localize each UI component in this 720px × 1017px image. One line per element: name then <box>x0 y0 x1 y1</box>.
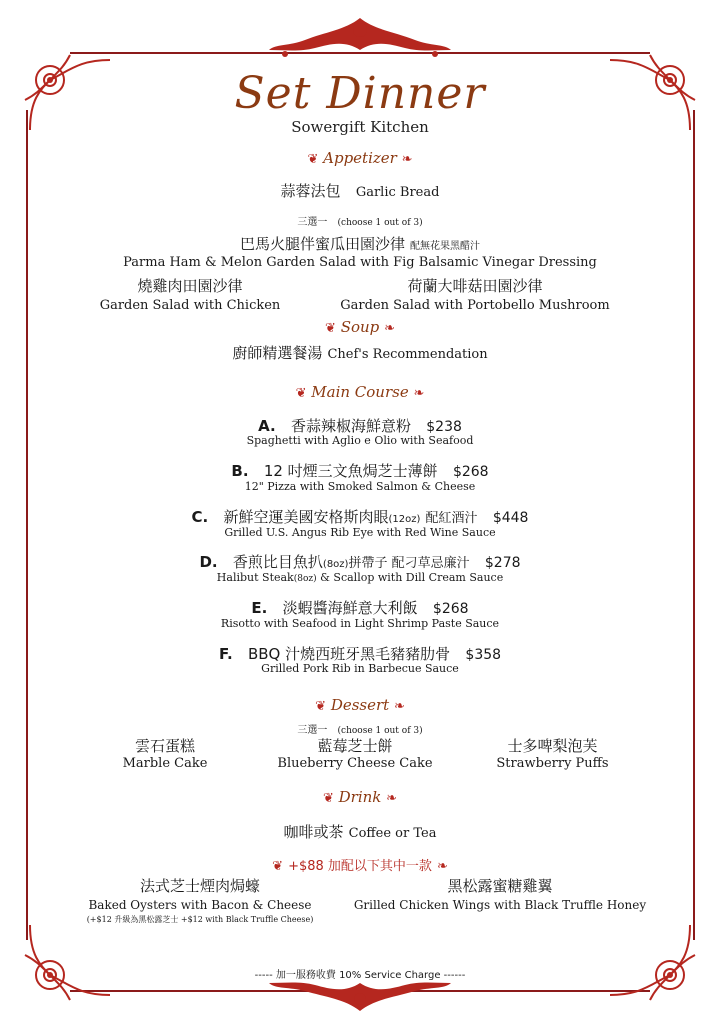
scroll-right-icon: ❧ <box>413 386 425 401</box>
main-item-f-en: Grilled Pork Rib in Barbecue Sauce <box>261 662 459 675</box>
corner-flower-bottom-right-icon <box>600 905 710 1015</box>
main-item-c: C. 新鮮空運美國安格斯肉眼(12oz) 配紅酒汁 $448 <box>191 508 529 526</box>
main-item-d: D. 香煎比目魚扒(8oz)拼帶子 配刁草忌廉汁 $278 <box>199 553 521 571</box>
scroll-right-icon: ❧ <box>393 699 405 714</box>
main-item-c-en: Grilled U.S. Angus Rib Eye with Red Wine Sauce <box>224 526 496 539</box>
top-scroll-ornament-icon <box>265 10 455 60</box>
scroll-right-icon: ❧ <box>384 321 395 336</box>
price: $268 <box>432 601 469 617</box>
scroll-right-icon: ❧ <box>386 791 398 806</box>
dessert-item-marble: 雲石蛋糕 Marble Cake <box>122 737 208 771</box>
drink-heading: ❦ Drink ❧ <box>322 788 398 806</box>
addon-item-oysters: 法式芝士煙肉焗蠔 Baked Oysters with Bacon & Cheese (+$12 升級為黑松露芝士 +$12 with Black Truffle Cheese) <box>86 877 314 924</box>
main-item-b-en: 12" Pizza with Smoked Salmon & Cheese <box>244 480 476 493</box>
garlic-bread-item: 蒜蓉法包 Garlic Bread <box>280 182 440 200</box>
main-item-e: E. 淡蝦醬海鮮意大利飯 $268 <box>251 599 469 617</box>
scroll-left-icon: ❦ <box>295 386 307 401</box>
price: $268 <box>452 464 489 480</box>
price: $278 <box>484 555 521 571</box>
main-course-heading: ❦ Main Course ❧ <box>295 383 425 401</box>
scroll-left-icon: ❦ <box>325 321 336 336</box>
appetizer-item-parma-zh: 巴馬火腿伴蜜瓜田園沙律 配無花果黑醋汁 <box>239 235 481 253</box>
scroll-left-icon: ❦ <box>315 699 327 714</box>
scroll-left-icon: ❦ <box>307 152 319 167</box>
restaurant-name: Sowergift Kitchen <box>291 118 429 136</box>
addon-item-wings: 黑松露蜜糖雞翼 Grilled Chicken Wings with Black Truffle Honey <box>353 877 647 912</box>
main-item-b: B. 12 吋煙三文魚焗芝士薄餅 $268 <box>231 462 489 480</box>
price: $448 <box>492 510 529 526</box>
service-charge-note: ----- 加一服務收費 10% Service Charge ------ <box>254 970 466 981</box>
drink-item: 咖啡或茶 Coffee or Tea <box>283 823 437 841</box>
soup-item: 廚師精選餐湯 Chef's Recommendation <box>232 344 488 362</box>
scroll-left-icon: ❦ <box>322 791 334 806</box>
appetizer-item-parma-en: Parma Ham & Melon Garden Salad with Fig Balsamic Vinegar Dressing <box>123 255 597 270</box>
appetizer-item-chicken: 燒雞肉田園沙律 Garden Salad with Chicken <box>99 277 281 313</box>
scroll-right-icon: ❧ <box>401 152 413 167</box>
dessert-item-strawberry: 士多啤梨泡芙 Strawberry Puffs <box>496 737 609 771</box>
main-item-e-en: Risotto with Seafood in Light Shrimp Paste Sauce <box>220 617 500 630</box>
appetizer-choose-note: 三選一 (choose 1 out of 3) <box>297 217 423 228</box>
price: $238 <box>426 419 462 435</box>
main-item-d-en: Halibut Steak(8oz) & Scallop with Dill Cream Sauce <box>216 571 504 584</box>
main-item-f: F. BBQ 汁燒西班牙黑毛豬豬肋骨 $358 <box>218 645 502 663</box>
main-item-a-en: Spaghetti with Aglio e Olio with Seafood <box>246 434 474 447</box>
addon-heading: ❦ +$88 加配以下其中一款 ❧ <box>272 859 448 874</box>
dessert-choose-note: 三選一 (choose 1 out of 3) <box>297 725 423 736</box>
bottom-scroll-ornament-icon <box>265 975 455 1015</box>
price: $358 <box>465 647 502 663</box>
dessert-item-blueberry: 藍莓芝士餅 Blueberry Cheese Cake <box>277 737 433 771</box>
dessert-heading: ❦ Dessert ❧ <box>315 696 405 714</box>
appetizer-heading: ❦ Appetizer ❧ <box>307 149 413 167</box>
main-item-a: A. 香蒜辣椒海鮮意粉 $238 <box>258 417 462 435</box>
scroll-right-icon: ❧ <box>437 859 448 874</box>
soup-heading: ❦ Soup ❧ <box>325 318 395 336</box>
scroll-left-icon: ❦ <box>272 859 283 874</box>
appetizer-item-mushroom: 荷蘭大啡菇田園沙律 Garden Salad with Portobello Mushroom <box>340 277 610 313</box>
menu-title: Set Dinner <box>234 68 486 119</box>
